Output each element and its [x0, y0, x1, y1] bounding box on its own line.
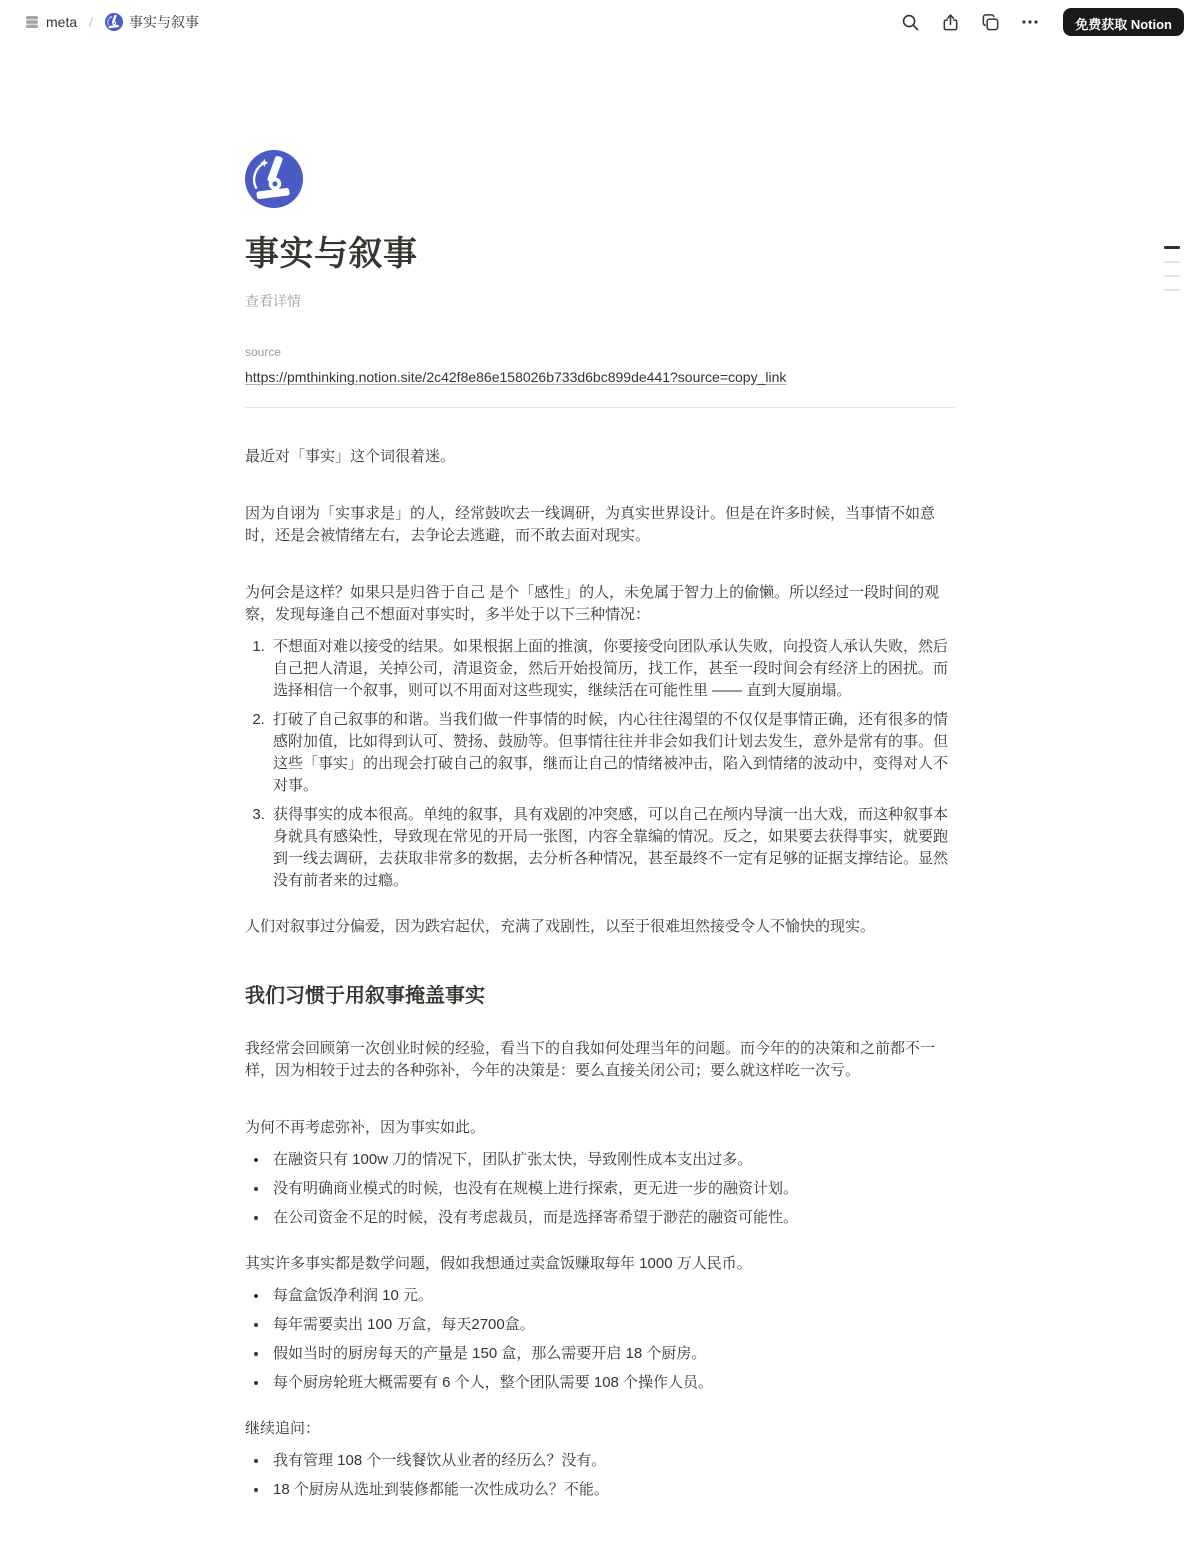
bulleted-list-item: • 18 个厨房从选址到装修都能一次性成功么？不能。: [269, 1479, 955, 1501]
page-body: [245, 44, 955, 1565]
property-source-link[interactable]: https://pmthinking.notion.site/2c42f8e86e158026b733d6bc899de441?source=copy_link: [245, 368, 787, 385]
database-icon: [24, 14, 40, 30]
toc-bar[interactable]: [1164, 261, 1180, 263]
numbered-list-item: 2. 打破了自己叙事的和谐。当我们做一件事情的时候，内心往往渴望的不仅仅是事情正确，还有很多的情感附加值，比如得到认可、赞扬、鼓励等。但事情往往并非会如我们计划去发生，意外是常有的事。但这些「事实」的出现会打破自己的叙事，继而让自己的情绪被冲击，陷入到情绪的波动中，变得对人不对事。: [269, 709, 955, 797]
paragraph: 人们对叙事过分偏爱，因为跌宕起伏，充满了戏剧性，以至于很难坦然接受令人不愉快的现实。: [245, 917, 876, 935]
page-title: 事实与叙事: [245, 235, 418, 273]
more-options-icon[interactable]: [1019, 11, 1041, 33]
section-heading: 我们习惯于用叙事掩盖事实: [245, 984, 485, 1007]
toc-bar[interactable]: [1164, 275, 1180, 277]
breadcrumb-page-label: 事实与叙事: [129, 14, 200, 30]
bulleted-list-item: • 每个厨房轮班大概需要有 6 个人，整个团队需要 108 个操作人员。: [269, 1372, 955, 1394]
paragraph: 为何不再考虑弥补，因为事实如此。: [245, 1118, 486, 1136]
page-mini-icon: [105, 13, 123, 31]
paragraph: 因为自诩为「实事求是」的人，经常鼓吹去一线调研，为真实世界设计。但是在许多时候，当事情不如意时，还是会被情绪左右，去争论去逃避，而不敢去面对现实。: [245, 504, 936, 544]
bulleted-list-item: • 在公司资金不足的时候，没有考虑裁员，而是选择寄希望于渺茫的融资可能性。: [269, 1207, 955, 1229]
property-source-label: source: [245, 344, 282, 359]
numbered-list: [245, 636, 955, 892]
toc-bar-active[interactable]: [1164, 246, 1180, 249]
breadcrumb-separator: /: [89, 14, 94, 30]
duplicate-icon[interactable]: [979, 11, 1001, 33]
paragraph: 继续追问：: [245, 1419, 321, 1437]
bulleted-list: [245, 1149, 955, 1229]
bulleted-list-item: • 没有明确商业模式的时候，也没有在规模上进行探索，更无进一步的融资计划。: [269, 1178, 955, 1200]
breadcrumb-root-label: meta: [46, 14, 78, 30]
bulleted-list: [245, 1285, 955, 1394]
paragraph: 其实许多事实都是数学问题，假如我想通过卖盒饭赚取每年 1000 万人民币。: [245, 1254, 752, 1272]
numbered-list-item: 1. 不想面对难以接受的结果。如果根据上面的推演，你要接受向团队承认失败，向投资人承认失败，然后自己把人清退，关掉公司，清退资金，然后开始投简历，找工作，甚至一段时间会有经济上的困扰。而选择相信一个叙事，则可以不用面对这些现实，继续活在可能性里 —— 直到大厦崩塌。: [269, 636, 955, 702]
bulleted-list: [245, 1450, 955, 1501]
breadcrumb-item-page[interactable]: [101, 10, 203, 34]
toc-bar[interactable]: [1164, 289, 1180, 291]
page-icon-astronaut-telescope[interactable]: [245, 150, 303, 208]
numbered-list-item: 3. 获得事实的成本很高。单纯的叙事，具有戏剧的冲突感，可以自己在颅内导演一出大戏，而这种叙事本身就具有感染性，导致现在常见的开局一张图，内容全靠编的情况。反之，如果要去获得事实，就要跑到一线去调研，去获取非常多的数据，去分析各种情况，甚至最终不一定有足够的证据支撑结论。显然没有前者来的过瘾。: [269, 804, 955, 892]
top-bar: [0, 0, 1200, 44]
breadcrumb-item-meta[interactable]: [20, 12, 81, 32]
search-icon[interactable]: [899, 11, 921, 33]
bulleted-list-item: • 每年需要卖出 100 万盒，每天2700盒。: [269, 1314, 955, 1336]
bulleted-list-item: • 每盒盒饭净利润 10 元。: [269, 1285, 955, 1307]
paragraph: 最近对「事实」这个词很着迷。: [245, 447, 456, 465]
get-notion-button[interactable]: 免费获取 Notion: [1063, 8, 1184, 36]
toc-indicator: [1164, 246, 1180, 291]
paragraph: 为何会是这样？如果只是归咎于自己 是个「感性」的人，未免属于智力上的偷懒。所以经过一段时间的观察，发现每逢自己不想面对事实时，多半处于以下三种情况：: [245, 583, 940, 623]
bulleted-list-item: • 在融资只有 100w 刀的情况下，团队扩张太快，导致刚性成本支出过多。: [269, 1149, 955, 1171]
property-source: [245, 345, 955, 407]
bulleted-list-item: • 我有管理 108 个一线餐饮从业者的经历么？没有。: [269, 1450, 955, 1472]
page-content: [245, 446, 955, 1565]
properties-divider: [245, 407, 955, 408]
topbar-actions: [899, 8, 1184, 36]
bulleted-list-item: • 假如当时的厨房每天的产量是 150 盒，那么需要开启 18 个厨房。: [269, 1343, 955, 1365]
share-icon[interactable]: [939, 11, 961, 33]
view-details-link[interactable]: 查看详情: [245, 292, 301, 309]
paragraph: 我经常会回顾第一次创业时候的经验，看当下的自我如何处理当年的问题。而今年的的决策和之前都不一样，因为相较于过去的各种弥补，今年的决策是：要么直接关闭公司；要么就这样吃一次亏。: [245, 1039, 936, 1079]
breadcrumb: [20, 10, 203, 34]
